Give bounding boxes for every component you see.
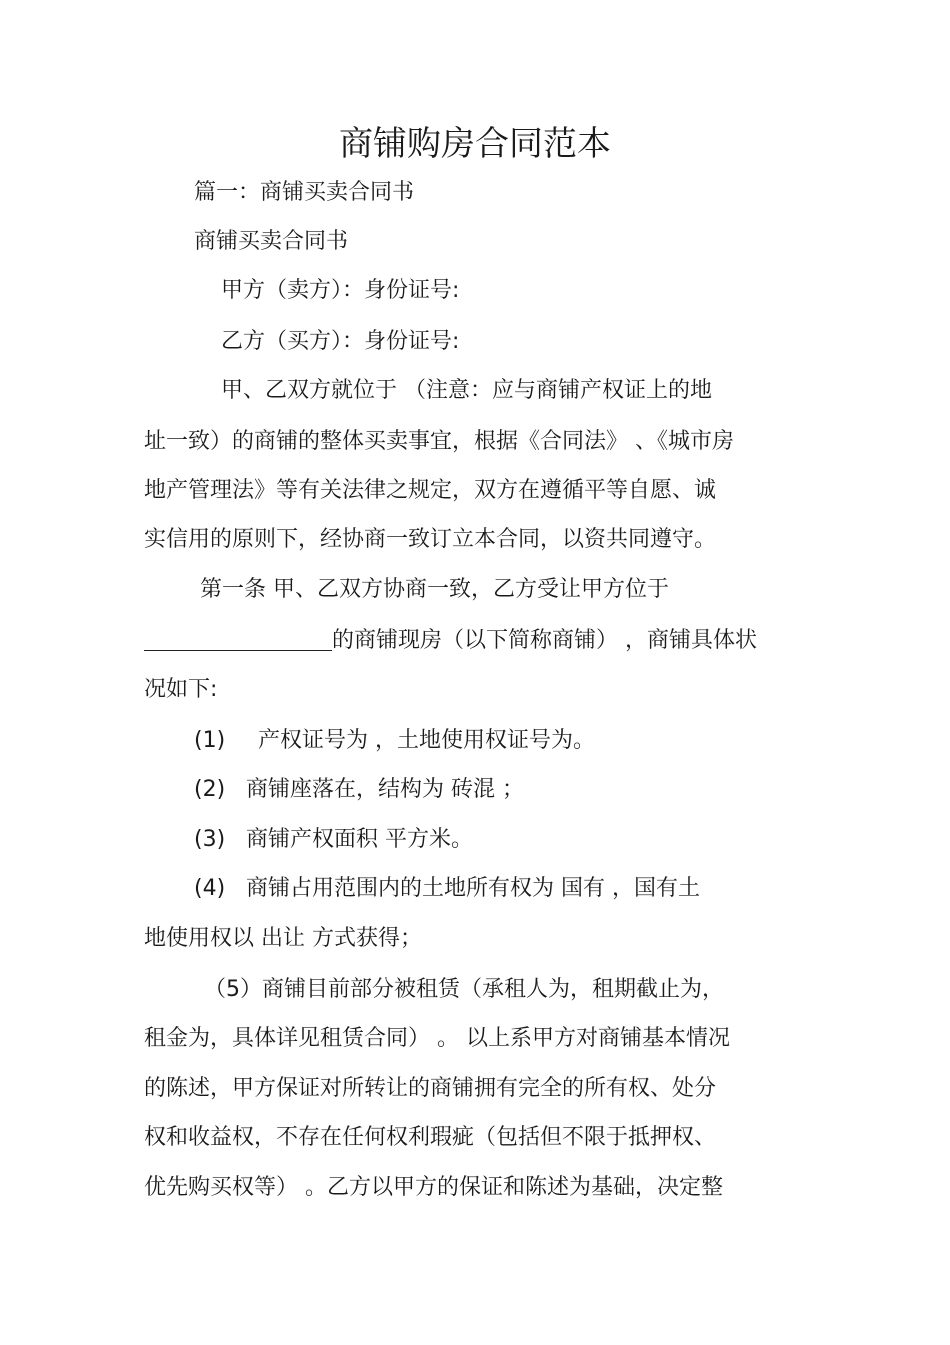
document-title: 商铺购房合同范本: [339, 124, 611, 164]
item-text: 商铺占用范围内的土地所有权为 国有 ，国有土: [246, 876, 700, 901]
party-a-line: 甲方（卖方）：身份证号:: [221, 278, 460, 303]
item-text: 商铺座落在，结构为 砖混 ；: [246, 777, 524, 802]
intro-line-2: 址一致）的商铺的整体买卖事宜，根据《合同法》 、《城市房: [144, 429, 734, 454]
item-4-continued: 地使用权以 出让 方式获得；: [144, 926, 422, 951]
article1-line-2: [144, 624, 757, 658]
item-1: [194, 724, 595, 758]
item-5-line-4: 权和收益权，不存在任何权利瑕疵（包括但不限于抵押权、: [144, 1125, 717, 1150]
item-text: 产权证号为 ，土地使用权证号为。: [258, 728, 595, 753]
article1-line-3: 况如下:: [144, 677, 218, 702]
intro-line-4: 实信用的原则下，经协商一致订立本合同，以资共同遵守。: [144, 527, 717, 552]
article1-line-2-text: 的商铺现房（以下简称商铺） ，商铺具体状: [332, 628, 757, 653]
item-5-line-2: 租金为，具体详见租赁合同） 。 以上系甲方对商铺基本情况: [144, 1026, 730, 1051]
item-number: (4): [194, 876, 226, 901]
item-5-line-5: 优先购买权等） 。乙方以甲方的保证和陈述为基础，决定整: [144, 1175, 723, 1200]
subheading: 商铺买卖合同书: [194, 229, 349, 254]
intro-line-3: 地产管理法》等有关法律之规定，双方在遵循平等自愿、诚: [144, 478, 717, 503]
item-5-line-3: 的陈述，甲方保证对所转让的商铺拥有完全的所有权、处分: [144, 1076, 717, 1101]
item-3: [194, 823, 473, 857]
item-2: [194, 773, 524, 807]
chapter-heading: 篇一：商铺买卖合同书: [194, 180, 415, 205]
item-text: 商铺产权面积 平方米。: [246, 827, 473, 852]
item-number: (1): [194, 728, 226, 753]
party-b-line: 乙方（买方）：身份证号:: [221, 329, 460, 354]
item-4: [194, 872, 700, 906]
item-number: (3): [194, 827, 226, 852]
blank-underline: [144, 626, 332, 651]
item-number: (2): [194, 777, 226, 802]
article1-line-1: 第一条 甲、乙双方协商一致，乙方受让甲方位于: [200, 577, 669, 602]
item-5-line-1: （5）商铺目前部分被租赁（承租人为，租期截止为，: [204, 977, 724, 1002]
intro-line-1: 甲、乙双方就位于 （注意：应与商铺产权证上的地: [221, 378, 712, 403]
